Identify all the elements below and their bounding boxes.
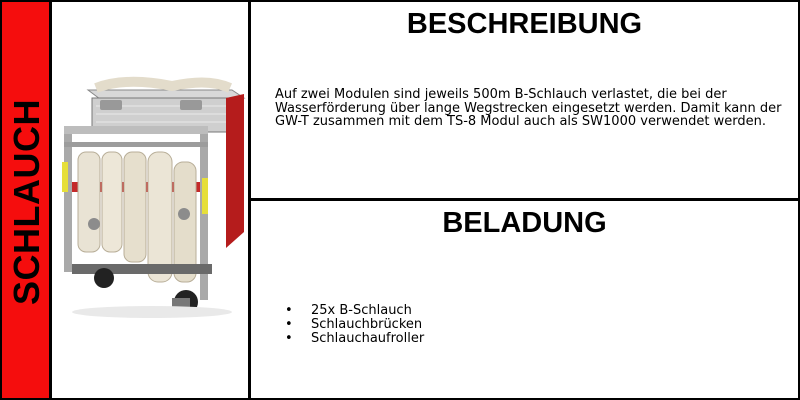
description-heading: BESCHREIBUNG (406, 8, 643, 40)
list-item: • Schlauchbrücken (285, 318, 424, 332)
category-strip (2, 2, 49, 398)
loading-section (251, 201, 798, 398)
category-label: SCHLAUCH (6, 99, 47, 305)
loading-list (285, 304, 424, 346)
equipment-photo (52, 2, 248, 398)
description-section (251, 2, 798, 198)
description-text: Auf zwei Modulen sind jeweils 500m B-Schlauch verlastet, die bei der Wasserförderung über lange Wegstrecken eingesetzt werden. Damit kann der GW-T zusammen mit dem TS-8 Modul auch als SW1000 verwendet werden. (275, 87, 782, 129)
list-item: • 25x B-Schlauch (285, 304, 424, 318)
list-item: • Schlauchaufroller (285, 332, 424, 346)
loading-heading: BELADUNG (442, 207, 607, 239)
